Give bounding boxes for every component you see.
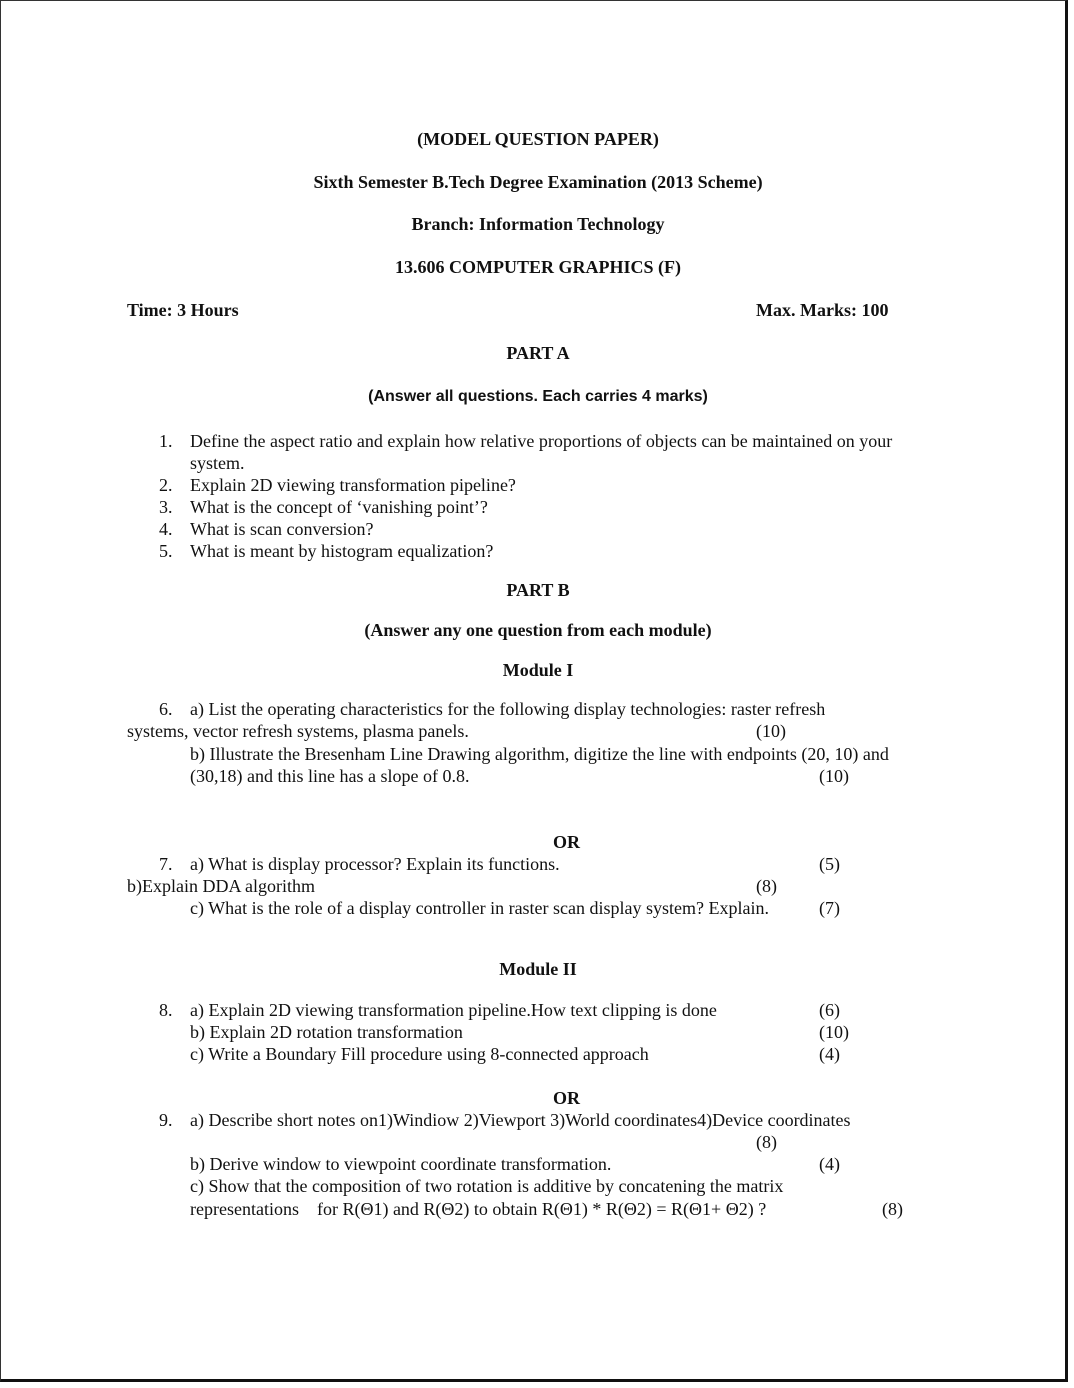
paper-title: (MODEL QUESTION PAPER) (417, 129, 659, 149)
question-marks: (4) (819, 1154, 840, 1174)
question-text: b) Illustrate the Bresenham Line Drawing algorithm, digitize the line with endpoints (20, 10) and (190, 744, 889, 764)
question-marks: (10) (819, 1022, 849, 1042)
question-number: 7. (159, 854, 173, 874)
question-text: a) Describe short notes on1)Windiow 2)Viewport 3)World coordinates4)Device coordinates (190, 1110, 851, 1130)
question-text: c) Show that the composition of two rotation is additive by concatening the matrix (190, 1176, 784, 1196)
question-marks: (5) (819, 854, 840, 874)
or-separator: OR (553, 1088, 580, 1108)
question-number: 1. (159, 431, 173, 451)
question-marks: (10) (819, 766, 849, 786)
or-separator: OR (553, 832, 580, 852)
question-number: 9. (159, 1110, 173, 1130)
question-text: b)Explain DDA algorithm (127, 876, 315, 896)
question-text: systems, vector refresh systems, plasma panels. (127, 721, 469, 741)
question-text: Explain 2D viewing transformation pipeline? (190, 475, 516, 495)
question-number: 2. (159, 475, 173, 495)
part-b-heading: PART B (506, 580, 570, 600)
question-marks: (8) (756, 876, 777, 896)
question-marks: (10) (756, 721, 786, 741)
question-text: a) List the operating characteristics for the following display technologies: raster refresh (190, 699, 826, 719)
question-text: What is the concept of ‘vanishing point’? (190, 497, 488, 517)
part-a-instruction: (Answer all questions. Each carries 4 marks) (368, 388, 708, 405)
question-text: Define the aspect ratio and explain how relative proportions of objects can be maintained on your (190, 431, 893, 451)
question-text: system. (190, 453, 245, 473)
question-text: a) What is display processor? Explain its functions. (190, 854, 560, 874)
question-number: 3. (159, 497, 173, 517)
time-allowed: Time: 3 Hours (127, 300, 239, 320)
question-text: a) Explain 2D viewing transformation pipeline.How text clipping is done (190, 1000, 717, 1020)
branch-name: Branch: Information Technology (411, 214, 665, 234)
part-a-heading: PART A (506, 343, 570, 363)
max-marks: Max. Marks: 100 (756, 300, 889, 320)
exam-name: Sixth Semester B.Tech Degree Examination (2013 Scheme) (313, 172, 763, 192)
module-1-heading: Module I (502, 660, 574, 680)
question-number: 8. (159, 1000, 173, 1020)
question-number: 4. (159, 519, 173, 539)
question-marks: (8) (756, 1132, 777, 1152)
question-marks: (4) (819, 1044, 840, 1064)
question-text: c) Write a Boundary Fill procedure using 8-connected approach (190, 1044, 649, 1064)
question-marks: (7) (819, 898, 840, 918)
question-text: (30,18) and this line has a slope of 0.8. (190, 766, 470, 786)
question-text: b) Explain 2D rotation transformation (190, 1022, 463, 1042)
question-number: 5. (159, 541, 173, 561)
question-text: What is scan conversion? (190, 519, 374, 539)
part-b-instruction: (Answer any one question from each module) (364, 620, 712, 640)
question-marks: (6) (819, 1000, 840, 1020)
question-text: c) What is the role of a display controller in raster scan display system? Explain. (190, 898, 769, 918)
question-text: b) Derive window to viewpoint coordinate transformation. (190, 1154, 612, 1174)
subject-code: 13.606 COMPUTER GRAPHICS (F) (395, 257, 681, 277)
question-text: representations for R(Θ1) and R(Θ2) to obtain R(Θ1) * R(Θ2) = R(Θ1+ Θ2) ? (190, 1199, 767, 1219)
question-text: What is meant by histogram equalization? (190, 541, 494, 561)
module-2-heading: Module II (499, 959, 577, 979)
question-number: 6. (159, 699, 173, 719)
question-marks: (8) (882, 1199, 903, 1219)
